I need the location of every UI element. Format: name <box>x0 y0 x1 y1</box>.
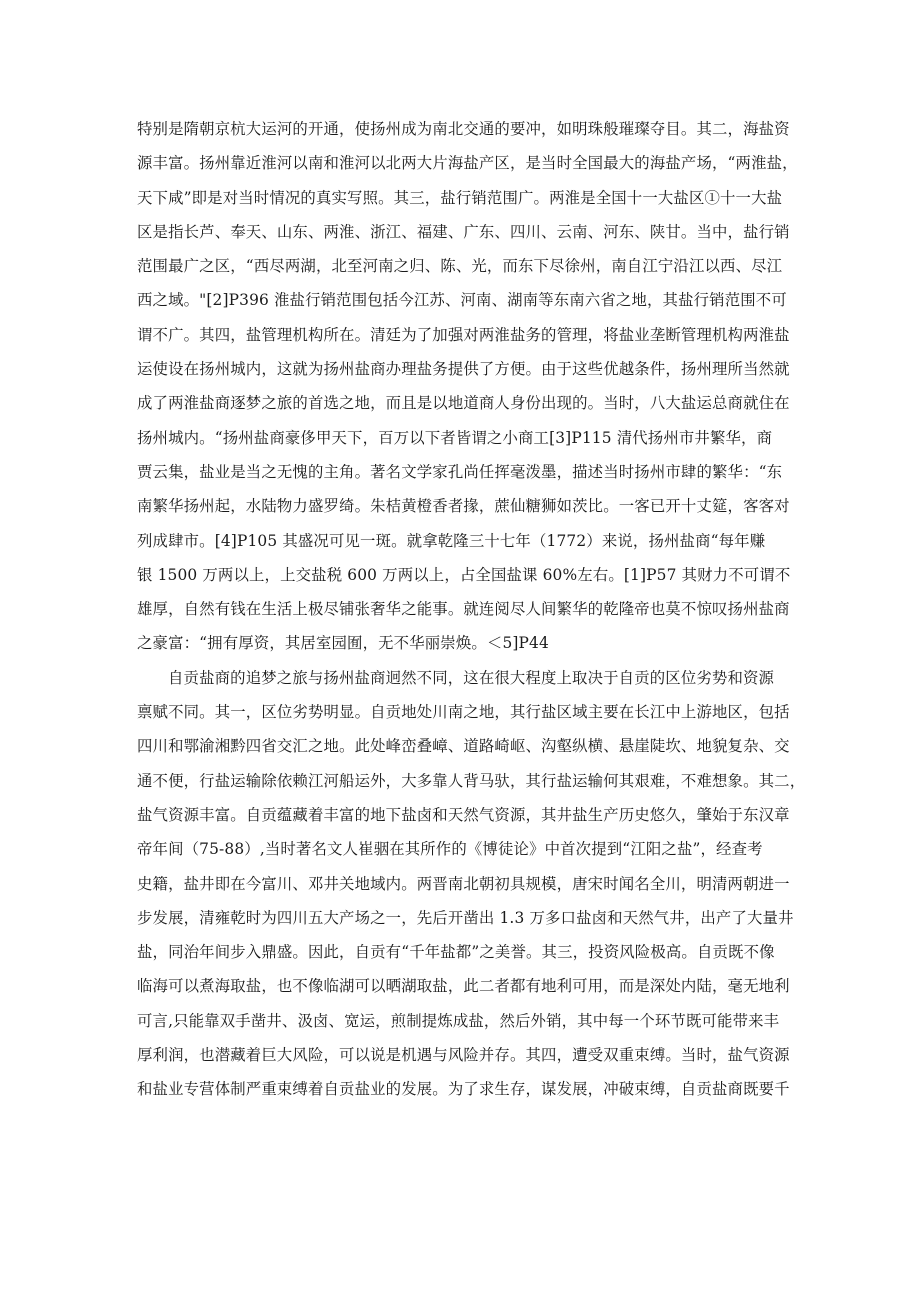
text-line-citation: 列成肆市。[4]P105 其盛况可见一斑。就拿乾隆三十七年（1772）来说，扬州盐商“每年赚 <box>137 531 766 550</box>
text-line: 临海可以煮海取盐，也不像临湖可以晒湖取盐，此二者都有地利可用，而是深处内陆，毫无地利 <box>137 977 790 996</box>
text-line: 范围最广之区，“西尽两湖，北至河南之归、陈、光，而东下尽徐州，南自江宁沿江以西、尽江 <box>137 257 783 276</box>
text-line-citation: 西之域。"[2]P396 淮盐行销范围包括今江苏、河南、湖南等东南六省之地，其盐行销范围不可 <box>137 291 787 310</box>
paragraph-zigong-salt-merchants <box>137 661 806 1107</box>
text-line-citation: 银 1500 万两以上，上交盐税 600 万两以上，占全国盐课 60%左右。[1]P57 其财力不可谓不 <box>137 565 791 584</box>
text-line: 谓不广。其四，盐管理机构所在。清廷为了加强对两淮盐务的管理，将盐业垄断管理机构两淮盐 <box>137 325 790 344</box>
text-line-citation: 扬州城内。“扬州盐商豪侈甲天下，百万以下者皆谓之小商工[3]P115 清代扬州市井繁华，商 <box>137 428 773 447</box>
text-line: 盐气资源丰富。自贡蕴藏着丰富的地下盐卤和天然气资源，其井盐生产历史悠久，肇始于东汉章 <box>137 805 790 824</box>
text-line: 成了两淮盐商逐梦之旅的首选之地，而且是以地道商人身份出现的。当时，八大盐运总商就住在 <box>137 394 790 413</box>
text-line: 可言,只能靠双手凿井、汲卤、宽运，煎制提炼成盐，然后外销，其中每一个环节既可能带来丰 <box>137 1011 780 1030</box>
text-line: 源丰富。扬州靠近淮河以南和淮河以北两大片海盐产区，是当时全国最大的海盐产场，“两淮盐， <box>137 154 798 173</box>
text-line: 帝年间（75-88）,当时著名文人崔骃在其所作的《博徒论》中首次提到“江阳之盐”，经查考 <box>137 840 763 859</box>
paragraph-yangzhou-salt-merchants <box>137 112 797 661</box>
text-line: 贾云集，盐业是当之无愧的主角。著名文学家孔尚任挥毫泼墨，描述当时扬州市肆的繁华：“东 <box>137 462 783 481</box>
text-line: 史籍，盐井即在今富川、邓井关地域内。两晋南北朝初具规模，唐宋时闻名全川，明清两朝进一 <box>137 874 790 893</box>
text-line: 步发展，清雍乾时为四川五大产场之一，先后开凿出 1.3 万多口盐卤和天然气井，出产了大量井 <box>137 908 794 927</box>
text-line: 厚利润，也潜藏着巨大风险，可以说是机遇与风险并存。其四，遭受双重束缚。当时，盐气资源 <box>137 1046 790 1065</box>
text-line: 盐，同治年间步入鼎盛。因此，自贡有“千年盐都”之美誉。其三，投资风险极高。自贡既不像 <box>137 943 775 962</box>
text-line: 禀赋不同。其一，区位劣势明显。自贡地处川南之地，其行盐区域主要在长江中上游地区，包括 <box>137 703 790 722</box>
text-line: 和盐业专营体制严重束缚着自贡盐业的发展。为了求生存，谋发展，冲破束缚，自贡盐商既要千 <box>137 1080 790 1099</box>
text-line: 通不便，行盐运输除依赖江河船运外，大多靠人背马驮，其行盐运输何其艰难，不难想象。其二， <box>137 771 806 790</box>
text-line: 雄厚，自然有钱在生活上极尽铺张奢华之能事。就连阅尽人间繁华的乾隆帝也莫不惊叹扬州盐商 <box>137 600 790 619</box>
text-line: 区是指长芦、奉天、山东、两淮、浙江、福建、广东、四川、云南、河东、陕甘。当中，盐行销 <box>137 222 790 241</box>
text-line-first-indented: 自贡盐商的追梦之旅与扬州盐商迥然不同，这在很大程度上取决于自贡的区位劣势和资源 <box>168 668 775 687</box>
text-line: 特别是隋朝京杭大运河的开通，使扬州成为南北交通的要冲，如明珠般璀璨夺目。其二，海盐资 <box>137 120 790 138</box>
text-line-citation: 之豪富：“拥有厚资，其居室园囿，无不华丽崇焕。＜5]P44 <box>137 634 549 653</box>
text-line: 南繁华扬州起，水陆物力盛罗绮。朱桔黄橙香者掾，蔗仙糖狮如茨比。一客已开十丈筵，客客对 <box>137 497 790 516</box>
text-line: 四川和鄂渝湘黔四省交汇之地。此处峰峦叠嶂、道路崎岖、沟壑纵横、悬崖陡坎、地貌复杂、交 <box>137 737 790 756</box>
body-text <box>137 112 806 1107</box>
text-line: 运使设在扬州城内，这就为扬州盐商办理盐务提供了方便。由于这些优越条件，扬州理所当然就 <box>137 360 790 379</box>
text-line: 天下咸”即是对当时情况的真实写照。其三，盐行销范围广。两淮是全国十一大盐区①十一大盐 <box>137 188 783 207</box>
